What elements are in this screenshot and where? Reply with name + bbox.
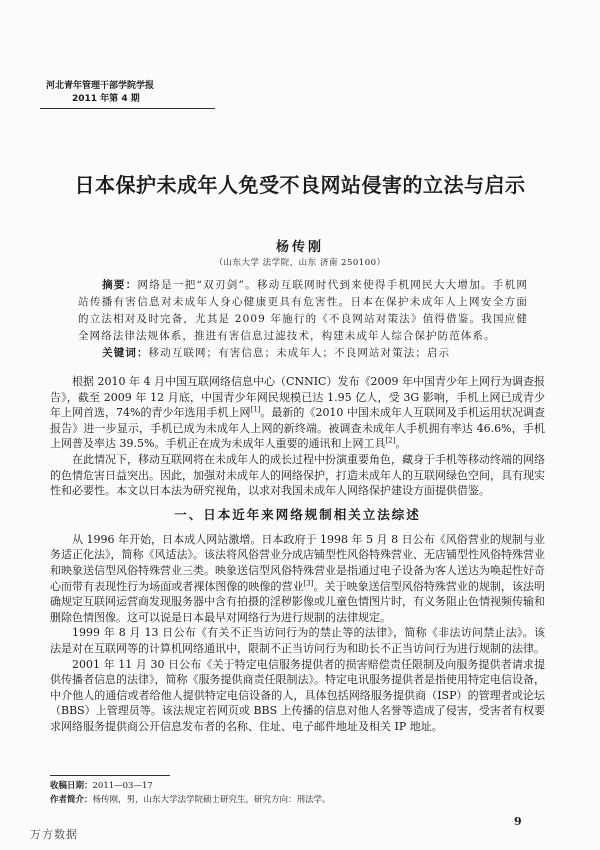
paragraph-1-part-a: 根据 2010 年 4 月中国互联网络信息中心（CNNIC）发布《2009 年中国青少年上网行为调查报告》，截至 2009 年 12 月底，中国青少年网民规模已达 1.95 亿人，受 3G 影响，手机上网已成青少年上网首选，74%的青少年选用手机上网 (50, 375, 545, 420)
citation-3: [3] (303, 578, 314, 587)
abstract-text: 网络是一把“双刃剑”。移动互联网时代到来使得手机网民大大增加。手机网站传播有害信息对未成年人身心健康更具有危害性。日本在保护未成年人上网安全方面的立法相对及时完备，尤其是 2009 年施行的《不良网站对策法》值得借鉴。我国应健全网络法律法规体系，推进有害信息过滤技术，构建未成年人综合保护防范体系。 (78, 279, 528, 342)
paragraph-1-part-c: 。 (395, 437, 407, 451)
bio-value: 杨传刚，男，山东大学法学院硕士研究生，研究方向：刑法学。 (92, 795, 331, 805)
abstract-label: 摘要： (102, 279, 138, 291)
paragraph-5: 2001 年 11 月 30 日公布《关于特定电信服务提供者的损害赔偿责任限制及向服务提供者请求提供传播者信息的法律》，简称《服务提供商责任限制法》。特定电讯服务提供者是指使用特定电信设备，中介他人的通信或者给他人提供特定电信设备的人，具体包括网络服务提供商（ISP）的管理者或论坛（BBS）上管理员等。该法规定若网页或 BBS 上传播的信息对他人名誉等造成了侵害，受害者有权要求网络服务提供商公开信息发布者的名称、住址、电子邮件地址及相关 IP 地址。 (50, 657, 545, 733)
citation-2: [2] (385, 436, 396, 445)
paragraph-2: 在此情况下，移动互联网将在未成年人的成长过程中扮演重要角色，藏身于手机等移动终端的网络的色情危害日益突出。因此，加强对未成年人的网络保护，打造未成年人的互联网绿色空间，具有现实性和必要性。本文以日本法为研究视角，以求对我国未成年人网络保护建设方面提供借鉴。 (50, 452, 545, 498)
paragraph-3-part-b: 。关于映象送信型风俗特殊营业的规制，该法明确规定互联网运营商发现服务器中含有拍摄的淫秽影像或儿童色情图片时，有义务阻止色情视频传输和删除色情图像。这可以说是日本最早对网络行为进行规制的法律规定。 (50, 579, 545, 624)
footnote-rule (50, 775, 170, 776)
author-affiliation: （山东大学 法学院，山东 济南 250100） (214, 258, 386, 268)
article-author: 杨传刚 (275, 240, 324, 255)
received-date (50, 779, 545, 793)
article-title: 日本保护未成年人免受不良网站侵害的立法与启示 (74, 173, 526, 197)
page-number: 9 (514, 815, 522, 828)
paragraph-1 (50, 374, 545, 452)
paragraph-4: 1999 年 8 月 13 日公布《有关不正当访问行为的禁止等的法律》，简称《非法访问禁止法》。该法是对在互联网等的计算机网络通讯中，限制不正当访问行为和助长不正当访问行为进行规制的法律。 (50, 626, 545, 655)
keywords-label: 关键词： (102, 347, 149, 359)
journal-name: 河北青年管理干部学院学报 (46, 81, 155, 91)
watermark: 万方数据 (30, 828, 78, 841)
section-heading: 一、日本近年来网络规制相关立法综述 (174, 506, 421, 522)
abstract (78, 277, 528, 345)
received-value: 2011—03—17 (92, 781, 153, 791)
author-bio (50, 793, 545, 807)
paragraph-3 (50, 532, 545, 626)
received-label: 收稿日期： (50, 781, 93, 791)
header-rule (40, 108, 215, 109)
citation-1: [1] (250, 405, 261, 414)
paragraph-1-part-b: 。最新的《2010 中国未成年人互联网及手机运用状况调查报告》进一步显示，手机已成为未成年人上网的新终端。被调查未成年人手机拥有率达 46.6%，手机上网普及率达 39.5%。手机正在成为未成年人重要的通讯和上网工具 (50, 406, 545, 451)
journal-issue: 2011 年第 4 期 (72, 94, 140, 104)
footnotes (50, 779, 545, 807)
paragraph-3-part-a: 从 1996 年开始，日本成人网站激增。日本政府于 1998 年 5 月 8 日公布《风俗营业的规制与业务适正化法》，简称《风适法》。该法将风俗营业分成店铺型性风俗特殊营业、无店铺型性风俗特殊营业和映象送信型风俗特殊营业三类。映象送信型风俗特殊营业是指通过电子设备为客人送达为唤起性好奇心而带有表现性行为场面或者裸体图像的映像的营业 (50, 532, 545, 593)
bio-label: 作者简介： (50, 795, 93, 805)
keywords (78, 345, 528, 362)
keywords-text: 移动互联网；有害信息；未成年人；不良网站对策法；启示 (148, 347, 451, 359)
body-text (50, 374, 545, 770)
journal-header (46, 80, 154, 106)
